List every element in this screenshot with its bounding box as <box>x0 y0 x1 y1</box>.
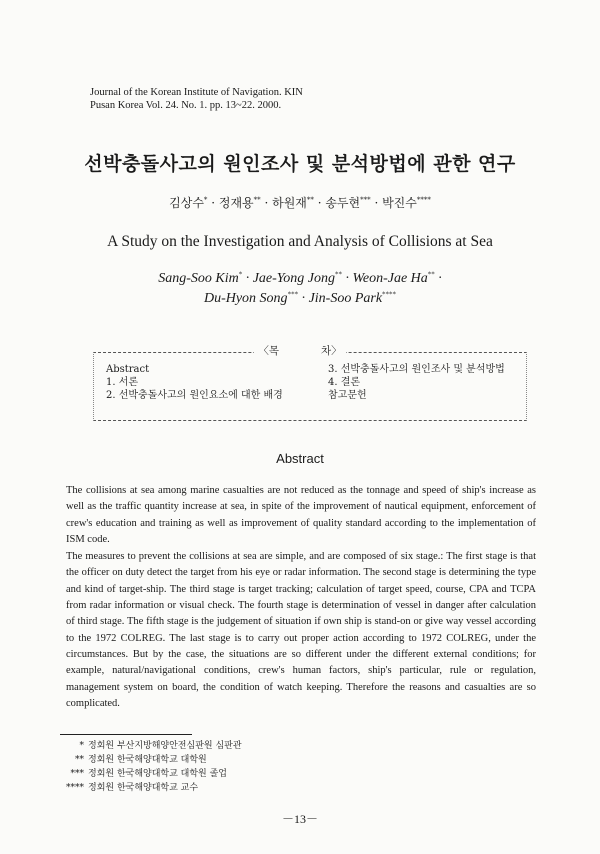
author-separator: · <box>434 271 442 286</box>
toc-item: 4. 결론 <box>328 377 361 388</box>
journal-citation <box>90 86 303 112</box>
author-mark: *** <box>360 196 371 204</box>
toc-item: 2. 선박충돌사고의 원인요소에 대한 배경 <box>106 390 283 401</box>
author-mark: **** <box>416 196 431 204</box>
author-separator: · <box>313 196 326 210</box>
author-en: Du-Hyon Song <box>203 291 288 306</box>
toc-item: 3. 선박충돌사고의 원인조사 및 분석방법 <box>328 364 505 375</box>
author-en: Jin-Soo Park <box>308 291 383 306</box>
author-en: Weon-Jae Ha <box>352 271 428 286</box>
author-separator: · <box>298 291 309 306</box>
author-separator: · <box>207 196 219 210</box>
footnote-divider <box>60 734 192 735</box>
footnote-text: 정회원 한국해양대학교 교수 <box>88 783 199 793</box>
korean-authors <box>0 194 600 211</box>
author-ko: 하원재 <box>272 196 307 210</box>
toc-item: Abstract <box>106 364 150 375</box>
footnote <box>58 753 242 767</box>
abstract-paragraph: The measures to prevent the collisions at sea are simple, and are composed of six stage.: The first stage is that the officer on duty detect the target from his eye or radar information. The second stage is determining the type and kind of target-ship. The third stage is target tracking; calculation of target speed, course, CPA and TCPA from radar information or visual check. The fourth stage is determination of vessel in danger after calculation of third stage. The fifth stage is the judgement of situation if own ship is stand-on or give way vessel according to the 1972 COLREG. The last stage is to carry out proper action according to 1972 COLREG, under the circumstances. But by the case, the situations are so different under the different external conditions; for example, natural/navigational conditions, crew's human factors, ship's particular, rule or regulation, management system on board, the condition of watch keeping. Therefore the reasons and casualties are so complicated. <box>66 551 536 709</box>
toc-title-text: 〈목 차〉 <box>254 345 345 357</box>
author-mark: *** <box>287 290 299 299</box>
journal-line-1: Journal of the Korean Institute of Navigation. KIN <box>90 87 303 98</box>
toc-title <box>0 343 600 358</box>
author-separator: · <box>260 196 273 210</box>
footnote-text: 정회원 한국해양대학교 대학원 졸업 <box>88 769 227 779</box>
toc-left-column <box>106 363 283 402</box>
author-mark: ** <box>253 196 261 204</box>
abstract-body <box>66 483 536 713</box>
author-ko: 정재용 <box>218 196 254 210</box>
author-separator: · <box>242 271 253 286</box>
toc-item: 1. 서론 <box>106 377 139 388</box>
author-separator: · <box>342 271 353 286</box>
author-ko: 김상수 <box>169 196 204 210</box>
footnote-text: 정회원 부산지방해양안전심판원 심판관 <box>88 741 242 751</box>
table-of-contents-box <box>93 352 527 421</box>
footnote-mark: ** <box>75 755 84 765</box>
abstract-paragraph: The collisions at sea among marine casualties are not reduced as the tonnage and speed of ship's increase as well as the traffic quantity increase at sea, in spite of the improvement of nautical equipment, enforcement of crew's education and training as well as improvement of quality standard according to the implementation of ISM code. <box>66 485 536 545</box>
english-authors <box>0 269 600 309</box>
author-separator: · <box>370 196 383 210</box>
english-title: A Study on the Investigation and Analysis of Collisions at Sea <box>107 233 493 250</box>
author-ko: 송두현 <box>325 196 361 210</box>
footnote-mark: *** <box>70 769 84 779</box>
footnote-mark: **** <box>66 783 84 793</box>
journal-line-2: Pusan Korea Vol. 24. No. 1. pp. 13~22. 2000. <box>90 100 282 111</box>
korean-title: 선박충돌사고의 원인조사 및 분석방법에 관한 연구 <box>84 153 516 175</box>
author-mark: **** <box>382 290 397 299</box>
footnotes <box>58 739 242 795</box>
author-mark: * <box>238 270 243 279</box>
footnote <box>58 767 242 781</box>
toc-right-column <box>328 363 505 402</box>
author-ko: 박진수 <box>382 196 417 210</box>
footnote-mark: * <box>79 741 84 751</box>
page-number: －13－ <box>281 812 318 826</box>
toc-item: 참고문헌 <box>328 390 367 401</box>
abstract-heading: Abstract <box>276 451 324 466</box>
author-mark: ** <box>306 196 314 204</box>
author-en: Jae-Yong Jong <box>252 271 335 286</box>
author-mark: ** <box>427 270 435 279</box>
footnote <box>58 781 242 795</box>
footnote <box>58 739 242 753</box>
english-authors-line-1 <box>0 269 600 289</box>
footnote-text: 정회원 한국해양대학교 대학원 <box>88 755 207 765</box>
author-mark: ** <box>335 270 342 279</box>
author-en: Sang-Soo Kim <box>158 271 239 286</box>
author-mark: * <box>203 196 208 204</box>
english-authors-line-2 <box>0 289 600 309</box>
